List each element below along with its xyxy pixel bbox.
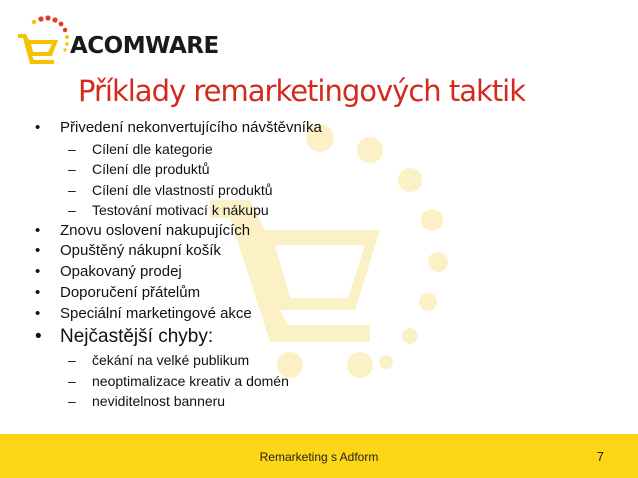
bullet-marker: • [35, 304, 41, 322]
bullet-text: Speciální marketingové akce [60, 304, 252, 322]
bullet-text: Cílení dle kategorie [92, 140, 213, 157]
bullet-item [32, 262, 322, 283]
bullet-marker: • [35, 326, 42, 348]
bullet-marker: – [68, 202, 76, 219]
page-number: 7 [596, 449, 604, 464]
sub-bullet-item [32, 350, 322, 371]
bullet-text: Cílení dle produktů [92, 161, 210, 178]
sub-bullet-item [32, 159, 322, 180]
brand-name: ACOMWARE [70, 33, 219, 59]
bullet-text: Cílení dle vlastností produktů [92, 181, 273, 198]
bullet-marker: – [68, 352, 76, 369]
bullet-marker: • [35, 242, 41, 260]
bullet-marker: – [68, 393, 76, 410]
bullet-list [32, 118, 322, 412]
bullet-marker: – [68, 161, 76, 178]
bullet-marker: • [35, 263, 41, 281]
bullet-marker: • [35, 283, 41, 301]
footer-bar [0, 434, 638, 478]
sub-bullet-item [32, 371, 322, 392]
company-logo [14, 14, 219, 70]
sub-bullet-item [32, 200, 322, 221]
footer-text: Remarketing s Adform [259, 450, 379, 464]
bullet-text: Znovu oslovení nakupujících [60, 221, 251, 239]
bullet-item [32, 221, 322, 242]
bullet-item [32, 241, 322, 262]
bullet-item [32, 118, 322, 139]
bullet-item [32, 283, 322, 304]
bullet-marker: – [68, 181, 76, 198]
bullet-marker: • [35, 221, 41, 239]
bullet-item [32, 324, 322, 350]
bullet-marker: – [68, 372, 76, 389]
bullet-text: Opakovaný prodej [60, 263, 182, 281]
bullet-text: Doporučení přátelům [60, 283, 201, 301]
bullet-text: Nejčastější chyby: [60, 326, 214, 348]
slide-title: Příklady remarketingových taktik [78, 74, 526, 108]
bullet-text: Opuštěný nákupní košík [60, 242, 221, 260]
bullet-item [32, 304, 322, 325]
sub-bullet-item [32, 180, 322, 201]
sub-bullet-item [32, 391, 322, 412]
bullet-text: neviditelnost banneru [92, 393, 226, 410]
bullet-text: neoptimalizace kreativ a domén [92, 372, 289, 389]
sub-bullet-item [32, 139, 322, 160]
bullet-text: Přivedení nekonvertujícího návštěvníka [60, 119, 322, 136]
bullet-marker: – [68, 140, 76, 157]
shopping-cart-logo-icon [14, 14, 70, 70]
bullet-text: Testování motivací k nákupu [92, 202, 269, 219]
bullet-text: čekání na velké publikum [92, 352, 250, 369]
bullet-marker: • [35, 119, 41, 136]
